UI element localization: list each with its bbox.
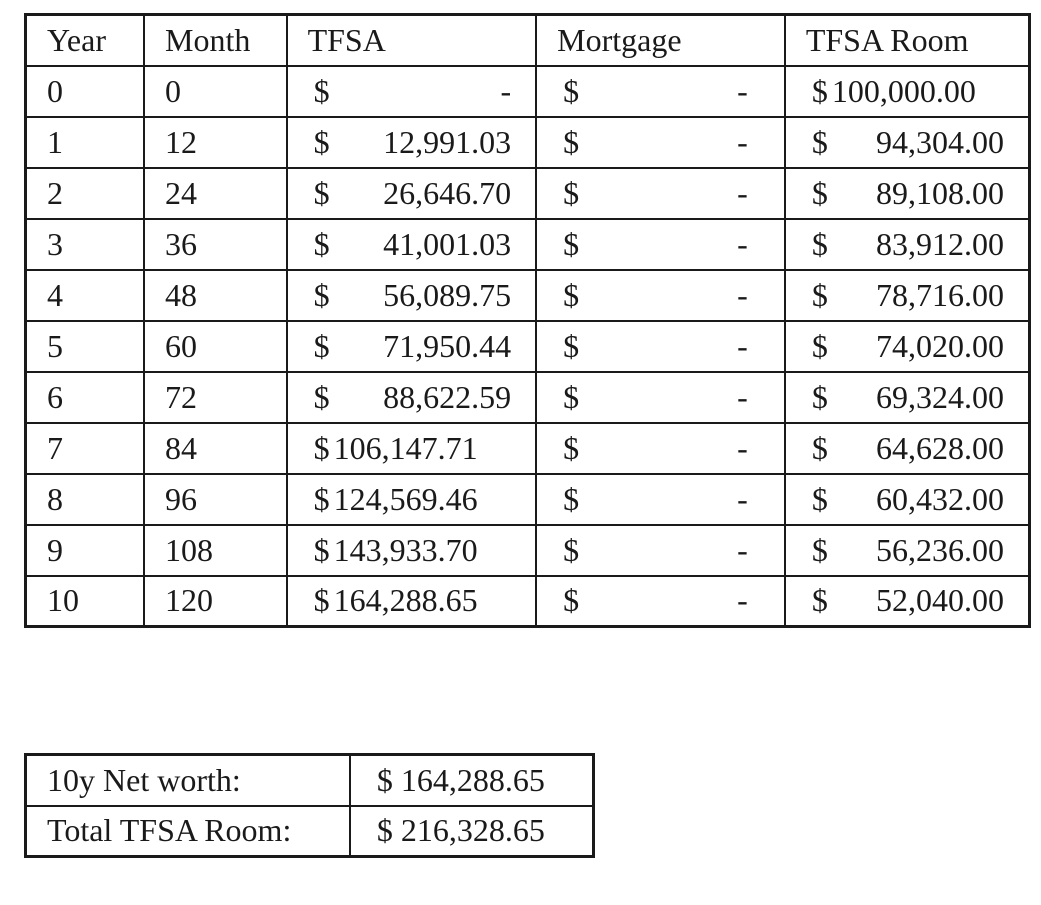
table-body bbox=[26, 66, 1030, 627]
cell-year: 3 bbox=[26, 219, 145, 270]
summary-row-total-room bbox=[26, 806, 594, 857]
currency-symbol: $ bbox=[811, 327, 828, 364]
cell-year: 10 bbox=[26, 576, 145, 627]
cell-mortgage bbox=[536, 576, 785, 627]
currency-symbol: $ bbox=[563, 123, 580, 160]
cell-tfsa bbox=[287, 423, 537, 474]
cell-mortgage bbox=[536, 219, 785, 270]
cell-tfsa bbox=[287, 576, 537, 627]
table-row bbox=[26, 117, 1030, 168]
amount: 26,646.70 bbox=[383, 174, 512, 211]
cell-tfsa-room bbox=[785, 525, 1030, 576]
currency-symbol: $ bbox=[313, 123, 330, 160]
cell-mortgage bbox=[536, 423, 785, 474]
amount: 100,000.00 bbox=[831, 72, 976, 109]
cell-year: 8 bbox=[26, 474, 145, 525]
cell-month: 48 bbox=[144, 270, 287, 321]
table-row bbox=[26, 168, 1030, 219]
currency-symbol: $ bbox=[811, 378, 828, 415]
currency-symbol: $ bbox=[563, 225, 580, 262]
currency-symbol: $ bbox=[563, 582, 580, 619]
currency-symbol: $ bbox=[313, 531, 330, 568]
currency-symbol: $ bbox=[313, 582, 330, 619]
amount: 124,569.46 bbox=[333, 480, 478, 517]
amount: 94,304.00 bbox=[876, 123, 1004, 160]
cell-month: 36 bbox=[144, 219, 287, 270]
amount: 89,108.00 bbox=[876, 174, 1004, 211]
currency-symbol: $ bbox=[563, 276, 580, 313]
cell-year: 2 bbox=[26, 168, 145, 219]
currency-symbol: $ bbox=[811, 429, 828, 466]
cell-tfsa bbox=[287, 168, 537, 219]
cell-month: 96 bbox=[144, 474, 287, 525]
amount: 164,288.65 bbox=[333, 582, 478, 619]
cell-mortgage bbox=[536, 270, 785, 321]
currency-symbol: $ bbox=[811, 72, 828, 109]
amount: - bbox=[500, 72, 512, 109]
currency-symbol: $ bbox=[563, 174, 580, 211]
currency-symbol: $ bbox=[313, 72, 330, 109]
amount: 83,912.00 bbox=[876, 225, 1004, 262]
amount: 106,147.71 bbox=[333, 429, 478, 466]
summary-label: 10y Net worth: bbox=[26, 755, 350, 806]
amount: 41,001.03 bbox=[383, 225, 512, 262]
currency-symbol: $ bbox=[563, 429, 580, 466]
cell-mortgage bbox=[536, 117, 785, 168]
summary-row-net-worth bbox=[26, 755, 594, 806]
amount: - bbox=[737, 225, 748, 262]
cell-month: 24 bbox=[144, 168, 287, 219]
currency-symbol: $ bbox=[313, 174, 330, 211]
header-row bbox=[26, 15, 1030, 66]
amount: - bbox=[737, 531, 748, 568]
cell-month: 0 bbox=[144, 66, 287, 117]
amount: 74,020.00 bbox=[876, 327, 1004, 364]
summary-value: $ 164,288.65 bbox=[350, 755, 594, 806]
cell-mortgage bbox=[536, 168, 785, 219]
cell-tfsa bbox=[287, 117, 537, 168]
currency-symbol: $ bbox=[563, 72, 580, 109]
table-row bbox=[26, 321, 1030, 372]
amount: 12,991.03 bbox=[383, 123, 512, 160]
cell-month: 60 bbox=[144, 321, 287, 372]
cell-tfsa bbox=[287, 474, 537, 525]
cell-mortgage bbox=[536, 474, 785, 525]
cell-month: 108 bbox=[144, 525, 287, 576]
cell-tfsa bbox=[287, 525, 537, 576]
cell-month: 72 bbox=[144, 372, 287, 423]
amount: 71,950.44 bbox=[383, 327, 512, 364]
summary-label: Total TFSA Room: bbox=[26, 806, 350, 857]
amount: - bbox=[737, 174, 748, 211]
cell-mortgage bbox=[536, 321, 785, 372]
cell-year: 0 bbox=[26, 66, 145, 117]
currency-symbol: $ bbox=[563, 480, 580, 517]
amount: 78,716.00 bbox=[876, 276, 1004, 313]
amount: - bbox=[737, 429, 748, 466]
cell-tfsa bbox=[287, 321, 537, 372]
currency-symbol: $ bbox=[313, 327, 330, 364]
cell-tfsa-room bbox=[785, 423, 1030, 474]
summary-table bbox=[24, 753, 595, 858]
currency-symbol: $ bbox=[313, 276, 330, 313]
cell-tfsa-room bbox=[785, 117, 1030, 168]
header-year: Year bbox=[26, 15, 145, 66]
table-row bbox=[26, 474, 1030, 525]
header-tfsa: TFSA bbox=[287, 15, 537, 66]
amount: 60,432.00 bbox=[876, 480, 1004, 517]
amount: 64,628.00 bbox=[876, 429, 1004, 466]
cell-tfsa-room bbox=[785, 576, 1030, 627]
amount: 52,040.00 bbox=[876, 582, 1004, 619]
cell-tfsa bbox=[287, 66, 537, 117]
cell-year: 5 bbox=[26, 321, 145, 372]
amount: - bbox=[737, 72, 748, 109]
cell-year: 6 bbox=[26, 372, 145, 423]
table-row bbox=[26, 525, 1030, 576]
table-header bbox=[26, 15, 1030, 66]
tfsa-projection-table bbox=[24, 13, 1031, 628]
table-row bbox=[26, 372, 1030, 423]
currency-symbol: $ bbox=[563, 378, 580, 415]
currency-symbol: $ bbox=[313, 480, 330, 517]
amount: - bbox=[737, 480, 748, 517]
cell-month: 12 bbox=[144, 117, 287, 168]
table-row bbox=[26, 576, 1030, 627]
cell-tfsa bbox=[287, 372, 537, 423]
cell-tfsa-room bbox=[785, 270, 1030, 321]
header-month: Month bbox=[144, 15, 287, 66]
cell-mortgage bbox=[536, 525, 785, 576]
currency-symbol: $ bbox=[313, 225, 330, 262]
cell-year: 4 bbox=[26, 270, 145, 321]
cell-year: 7 bbox=[26, 423, 145, 474]
amount: - bbox=[737, 276, 748, 313]
cell-tfsa-room bbox=[785, 474, 1030, 525]
amount: - bbox=[737, 582, 748, 619]
cell-tfsa-room bbox=[785, 66, 1030, 117]
cell-tfsa bbox=[287, 219, 537, 270]
table-row bbox=[26, 270, 1030, 321]
currency-symbol: $ bbox=[811, 582, 828, 619]
cell-year: 9 bbox=[26, 525, 145, 576]
amount: 56,236.00 bbox=[876, 531, 1004, 568]
currency-symbol: $ bbox=[811, 531, 828, 568]
cell-tfsa-room bbox=[785, 219, 1030, 270]
currency-symbol: $ bbox=[811, 480, 828, 517]
cell-tfsa-room bbox=[785, 168, 1030, 219]
currency-symbol: $ bbox=[811, 276, 828, 313]
amount: 56,089.75 bbox=[383, 276, 512, 313]
cell-tfsa-room bbox=[785, 321, 1030, 372]
header-mortgage: Mortgage bbox=[536, 15, 785, 66]
table-row bbox=[26, 66, 1030, 117]
amount: - bbox=[737, 123, 748, 160]
table-row bbox=[26, 423, 1030, 474]
cell-month: 120 bbox=[144, 576, 287, 627]
currency-symbol: $ bbox=[563, 327, 580, 364]
cell-mortgage bbox=[536, 66, 785, 117]
header-tfsa-room: TFSA Room bbox=[785, 15, 1030, 66]
amount: 143,933.70 bbox=[333, 531, 478, 568]
cell-tfsa-room bbox=[785, 372, 1030, 423]
currency-symbol: $ bbox=[811, 123, 828, 160]
amount: - bbox=[737, 378, 748, 415]
cell-year: 1 bbox=[26, 117, 145, 168]
cell-mortgage bbox=[536, 372, 785, 423]
table-row bbox=[26, 219, 1030, 270]
currency-symbol: $ bbox=[811, 225, 828, 262]
amount: - bbox=[737, 327, 748, 364]
currency-symbol: $ bbox=[313, 378, 330, 415]
currency-symbol: $ bbox=[313, 429, 330, 466]
summary-value: $ 216,328.65 bbox=[350, 806, 594, 857]
amount: 88,622.59 bbox=[383, 378, 512, 415]
cell-month: 84 bbox=[144, 423, 287, 474]
currency-symbol: $ bbox=[563, 531, 580, 568]
currency-symbol: $ bbox=[811, 174, 828, 211]
amount: 69,324.00 bbox=[876, 378, 1004, 415]
cell-tfsa bbox=[287, 270, 537, 321]
